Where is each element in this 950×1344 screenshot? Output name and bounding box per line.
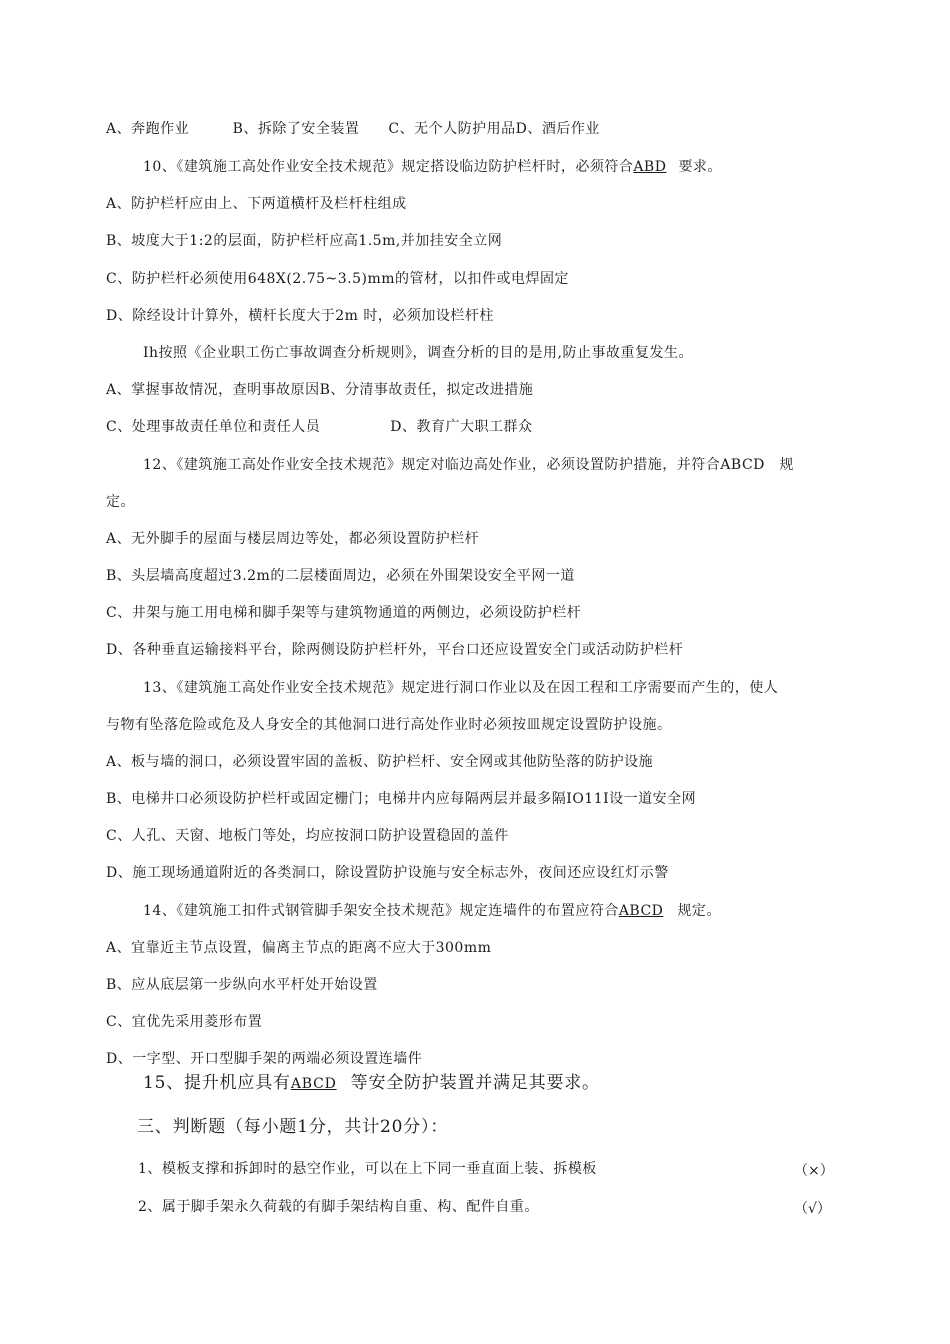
q14-text: 14、《建筑施工扣件式钢管脚手架安全技术规范》规定连墙件的布置应符合 <box>143 903 619 919</box>
tf-item-2: 2、属于脚手架永久荷载的有脚手架结构自重、构、配件自重。 <box>138 1199 539 1215</box>
q11-options-cd <box>106 418 532 436</box>
q12-question-cont: 定。 <box>106 494 135 510</box>
section-3-heading: 三、判断题（每小题1分，共计20分）： <box>137 1117 449 1137</box>
q14-text-end: 规定。 <box>677 903 721 919</box>
q10-text: 10、《建筑施工高处作业安全技术规范》规定搭设临边防护栏杆时，必须符合 <box>143 159 634 175</box>
q12-option-d: D、各种垂直运输接料平台，除两侧设防护栏杆外，平台口还应设置安全门或活动防护栏杆 <box>106 642 684 658</box>
q9-options-line: A、奔跑作业 B、拆除了安全装置 C、无个人防护用品D、酒后作业 <box>106 121 600 137</box>
q14-answer: ABCD <box>618 903 664 919</box>
q13-option-c: C、人孔、天窗、地板门等处，均应按洞口防护设置稳固的盖件 <box>106 828 509 844</box>
q12-question: 12、《建筑施工高处作业安全技术规范》规定对临边高处作业，必须设置防护措施，并符合ABCD 规 <box>143 457 794 473</box>
q15-question <box>143 1072 600 1095</box>
tf-item-1: 1、模板支撑和拆卸时的悬空作业，可以在上下同一垂直面上装、拆模板 <box>138 1161 597 1177</box>
q10-text-end: 要求。 <box>678 159 722 175</box>
q10-option-a: A、防护栏杆应由上、下两道横杆及栏杆柱组成 <box>106 196 407 212</box>
q11-options-ab: A、掌握事故情况，查明事故原因B、分清事故责任，拟定改进措施 <box>106 382 534 398</box>
q10-question <box>143 158 722 176</box>
q10-option-c: C、防护栏杆必须使用648X(2.75~3.5)mm的管材，以扣件或电焊固定 <box>106 271 570 287</box>
q12-option-a: A、无外脚手的屋面与楼层周边等处，都必须设置防护栏杆 <box>106 531 480 547</box>
tf-item-2-answer: （√） <box>794 1201 831 1217</box>
q13-option-d: D、施工现场通道附近的各类洞口，除设置防护设施与安全标志外，夜间还应设红灯示警 <box>106 865 669 881</box>
q12-option-b: B、头层墙高度超过3.2m的二层楼面周边，必须在外围架设安全平网一道 <box>106 568 575 584</box>
q10-answer: ABD <box>633 159 667 175</box>
q14-option-a: A、宜靠近主节点设置，偏离主节点的距离不应大于300mm <box>106 940 492 956</box>
q13-question-cont: 与物有坠落危险或危及人身安全的其他洞口进行高处作业时必须按皿规定设置防护设施。 <box>106 717 672 733</box>
q14-option-b: B、应从底层第一步纵向水平杆处开始设置 <box>106 977 378 993</box>
q11-question: Ih按照《企业职工伤亡事故调查分析规则》，调查分析的目的是用,防止事故重复发生。 <box>143 345 693 361</box>
tf-item-1-answer: （×） <box>794 1163 834 1179</box>
q12-option-c: C、井架与施工用电梯和脚手架等与建筑物通道的两侧边，必须设防护栏杆 <box>106 605 582 621</box>
q15-answer: ABCD <box>290 1076 337 1092</box>
q10-option-b: B、坡度大于1:2的层面，防护栏杆应高1.5m,并加挂安全立网 <box>106 233 503 249</box>
q15-text-end: 等安全防护装置并满足其要求。 <box>350 1073 600 1093</box>
q15-text: 15、提升机应具有 <box>143 1073 291 1093</box>
q13-option-b: B、电梯井口必须设防护栏杆或固定栅门；电梯井内应每隔两层并最多隔IO11I设一道安全网 <box>106 791 697 807</box>
q13-option-a: A、板与墙的洞口，必须设置牢固的盖板、防护栏杆、安全网或其他防坠落的防护设施 <box>106 754 654 770</box>
q10-option-d: D、除经设计计算外，横杆长度大于2m 时，必须加设栏杆柱 <box>106 308 494 324</box>
q14-question <box>143 902 721 920</box>
q11-option-d: D、教育广大职工群众 <box>390 419 533 435</box>
q13-question: 13、《建筑施工高处作业安全技术规范》规定进行洞口作业以及在因工程和工序需要而产生的，使人 <box>143 680 779 696</box>
q11-option-c: C、处理事故责任单位和责任人员 <box>106 419 321 435</box>
q14-option-d: D、一字型、开口型脚手架的两端必须设置连墙件 <box>106 1051 423 1067</box>
q14-option-c: C、宜优先采用菱形布置 <box>106 1014 263 1030</box>
